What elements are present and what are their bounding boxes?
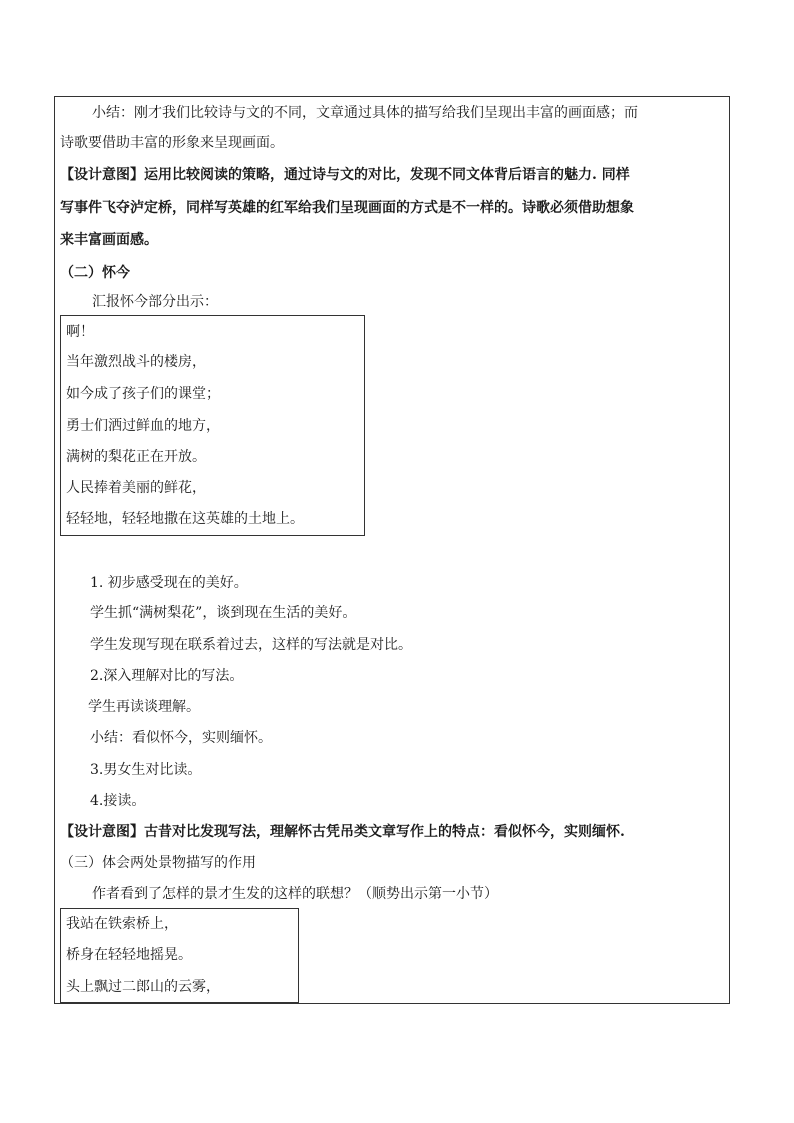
step-2-detail-b: 小结：看似怀今，实则缅怀。 — [90, 730, 272, 746]
section-heading-scenery: （三）体会两处景物描写的作用 — [60, 855, 256, 871]
section-heading-huaijin: （二）怀今 — [60, 265, 130, 281]
step-1: 1. 初步感受现在的美好。 — [90, 575, 248, 591]
summary-line-1: 小结：刚才我们比较诗与文的不同，文章通过具体的描写给我们呈现出丰富的画面感；而 — [92, 105, 638, 121]
design-intent-line-3: 来丰富画面感。 — [60, 232, 158, 248]
poem-line: 头上飘过二郎山的云雾， — [66, 979, 220, 995]
step-3: 3.男女生对比读。 — [90, 762, 202, 778]
poem-line: 如今成了孩子们的课堂； — [66, 386, 220, 402]
step-2-detail-a: 学生再读谈理解。 — [88, 699, 200, 715]
poem-line: 满树的梨花正在开放。 — [66, 449, 206, 465]
summary-line-2: 诗歌要借助丰富的形象来呈现画面。 — [60, 135, 284, 151]
design-intent-line-1: 【设计意图】运用比较阅读的策略，通过诗与文的对比，发现不同文体背后语言的魅力. 同样 — [60, 167, 630, 183]
report-text: 汇报怀今部分出示： — [92, 294, 218, 310]
poem-line: 轻轻地，轻轻地撒在这英雄的土地上。 — [66, 511, 304, 527]
step-2: 2.深入理解对比的写法。 — [90, 668, 244, 684]
step-1-detail-b: 学生发现写现在联系着过去，这样的写法就是对比。 — [90, 637, 412, 653]
poem-line: 勇士们洒过鲜血的地方， — [66, 418, 220, 434]
poem-line: 啊！ — [66, 324, 94, 340]
poem-line: 人民捧着美丽的鲜花， — [66, 480, 206, 496]
scenery-question: 作者看到了怎样的景才生发的这样的联想？（顺势出示第一小节） — [92, 886, 498, 902]
design-intent-2: 【设计意图】古昔对比发现写法，理解怀古凭吊类文章写作上的特点：看似怀今，实则缅怀. — [60, 824, 625, 840]
step-1-detail-a: 学生抓“满树梨花”，谈到现在生活的美好。 — [90, 605, 357, 621]
poem-line: 桥身在轻轻地摇晃。 — [66, 947, 192, 963]
poem-line: 当年激烈战斗的楼房， — [66, 354, 206, 370]
design-intent-line-2: 写事件飞夺泸定桥，同样写英雄的红军给我们呈现画面的方式是不一样的。诗歌必须借助想象 — [60, 200, 634, 216]
poem-line: 我站在铁索桥上， — [66, 916, 178, 932]
step-4: 4.接读。 — [90, 793, 146, 809]
